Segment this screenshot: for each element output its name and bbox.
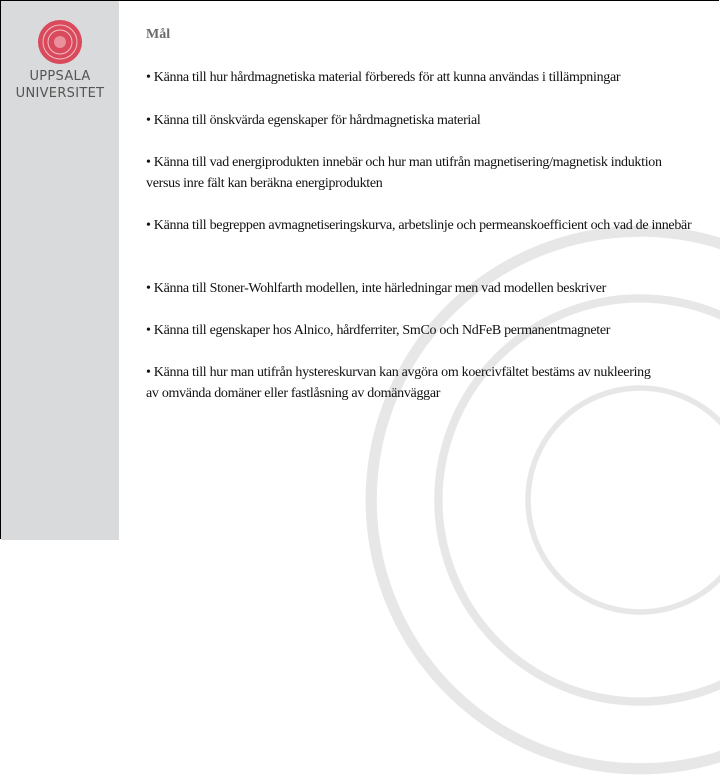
bullet-item: • Känna till hur man utifrån hystereskurvan kan avgöra om koercivfältet bestäms av nukleering av omvända domäner eller fastlåsning av domänväggar bbox=[146, 365, 651, 401]
slide-title: Mål bbox=[146, 27, 171, 42]
bullet-item: • Känna till önskvärda egenskaper för hårdmagnetiska material bbox=[146, 113, 481, 128]
bullet-item: • Känna till hur hårdmagnetiska material förbereds för att kunna användas i tillämpningar bbox=[146, 70, 621, 85]
bullet-item: • Känna till egenskaper hos Alnico, hårdferriter, SmCo och NdFeB permanentmagneter bbox=[146, 323, 611, 338]
bullet-item: • Känna till Stoner-Wohlfarth modellen, inte härledningar men vad modellen beskriver bbox=[146, 281, 606, 296]
bullet-item: • Känna till vad energiprodukten innebär och hur man utifrån magnetisering/magnetisk induktion versus inre fält kan beräkna energiprodukten bbox=[146, 155, 662, 191]
logo-line-1: UPPSALA bbox=[29, 69, 91, 84]
logo-line-2: UNIVERSITET bbox=[15, 86, 105, 101]
bullet-item: • Känna till begreppen avmagnetiseringskurva, arbetslinje och permeanskoefficient och vad de innebär bbox=[146, 218, 692, 233]
